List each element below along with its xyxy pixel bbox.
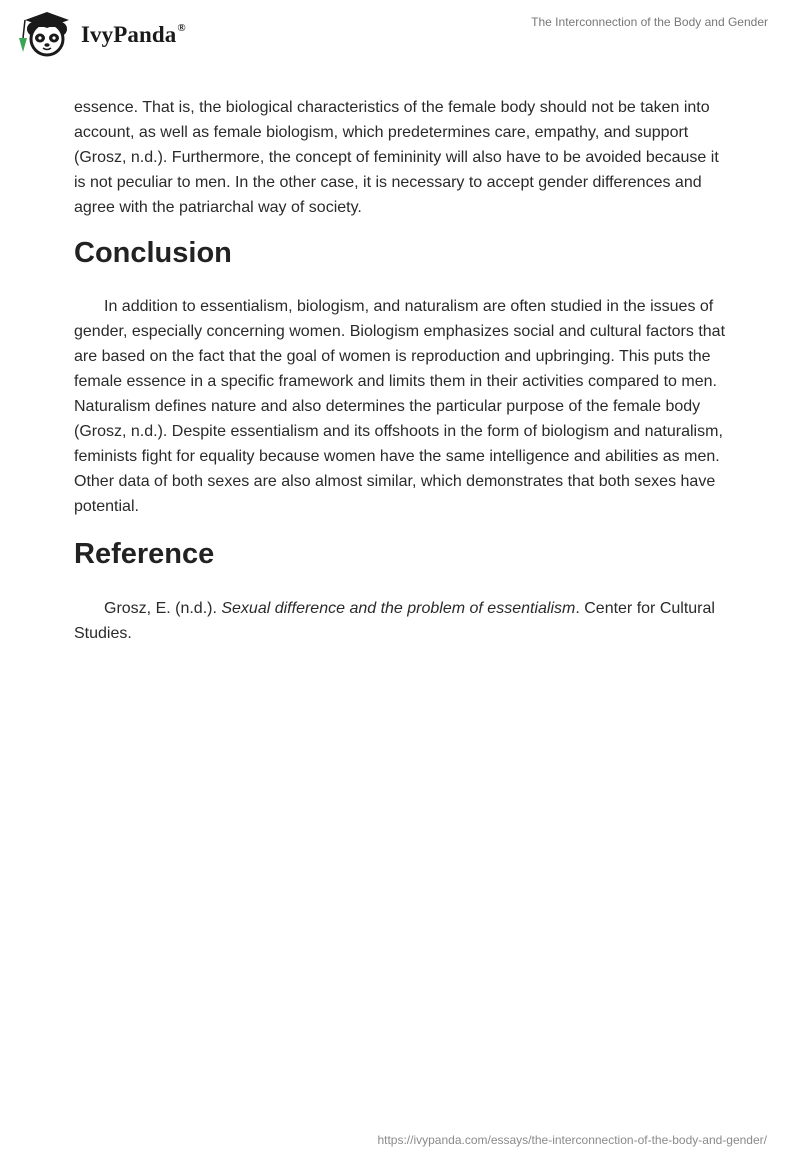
source-url[interactable]: https://ivypanda.com/essays/the-interconnection-of-the-body-and-gender/ — [377, 1133, 767, 1147]
document-title: The Interconnection of the Body and Gender — [531, 15, 768, 29]
conclusion-heading: Conclusion — [74, 237, 232, 269]
reference-publisher: . Center for Cultural Studies. — [74, 600, 715, 642]
reference-author: Grosz, E. (n.d.). — [104, 600, 222, 617]
reference-entry — [74, 596, 726, 646]
reference-title: Sexual difference and the problem of essentialism — [221, 600, 576, 617]
ivypanda-logo[interactable] — [14, 8, 186, 58]
essay-content — [74, 95, 726, 646]
reference-heading: Reference — [74, 538, 215, 570]
panda-graduation-cap-icon — [14, 8, 76, 58]
intro-paragraph: essence. That is, the biological characteristics of the female body should not be taken into account, as well as female biologism, which predetermines care, empathy, and support (Grosz, n.d.). Furthermore, the concept of femininity will also have to be avoided because it is not peculiar to men. In the other case, it is necessary to accept gender differences and agree with the patriarchal way of society. — [74, 99, 719, 216]
brand-name: IvyPanda® — [81, 22, 186, 47]
conclusion-paragraph: In addition to essentialism, biologism, and naturalism are often studied in the issues of gender, especially concerning women. Biologism emphasizes social and cultural factors that are based on the fact that the goal of women is reproduction and upbringing. This puts the female essence in a specific framework and limits them in their activities compared to men. Naturalism defines nature and also determines the particular purpose of the female body (Grosz, n.d.). Despite essentialism and its offshoots in the form of biologism and naturalism, feminists fight for equality because women have the same intelligence and abilities as men. Other data of both sexes are also almost similar, which demonstrates that both sexes have potential. — [74, 298, 726, 515]
